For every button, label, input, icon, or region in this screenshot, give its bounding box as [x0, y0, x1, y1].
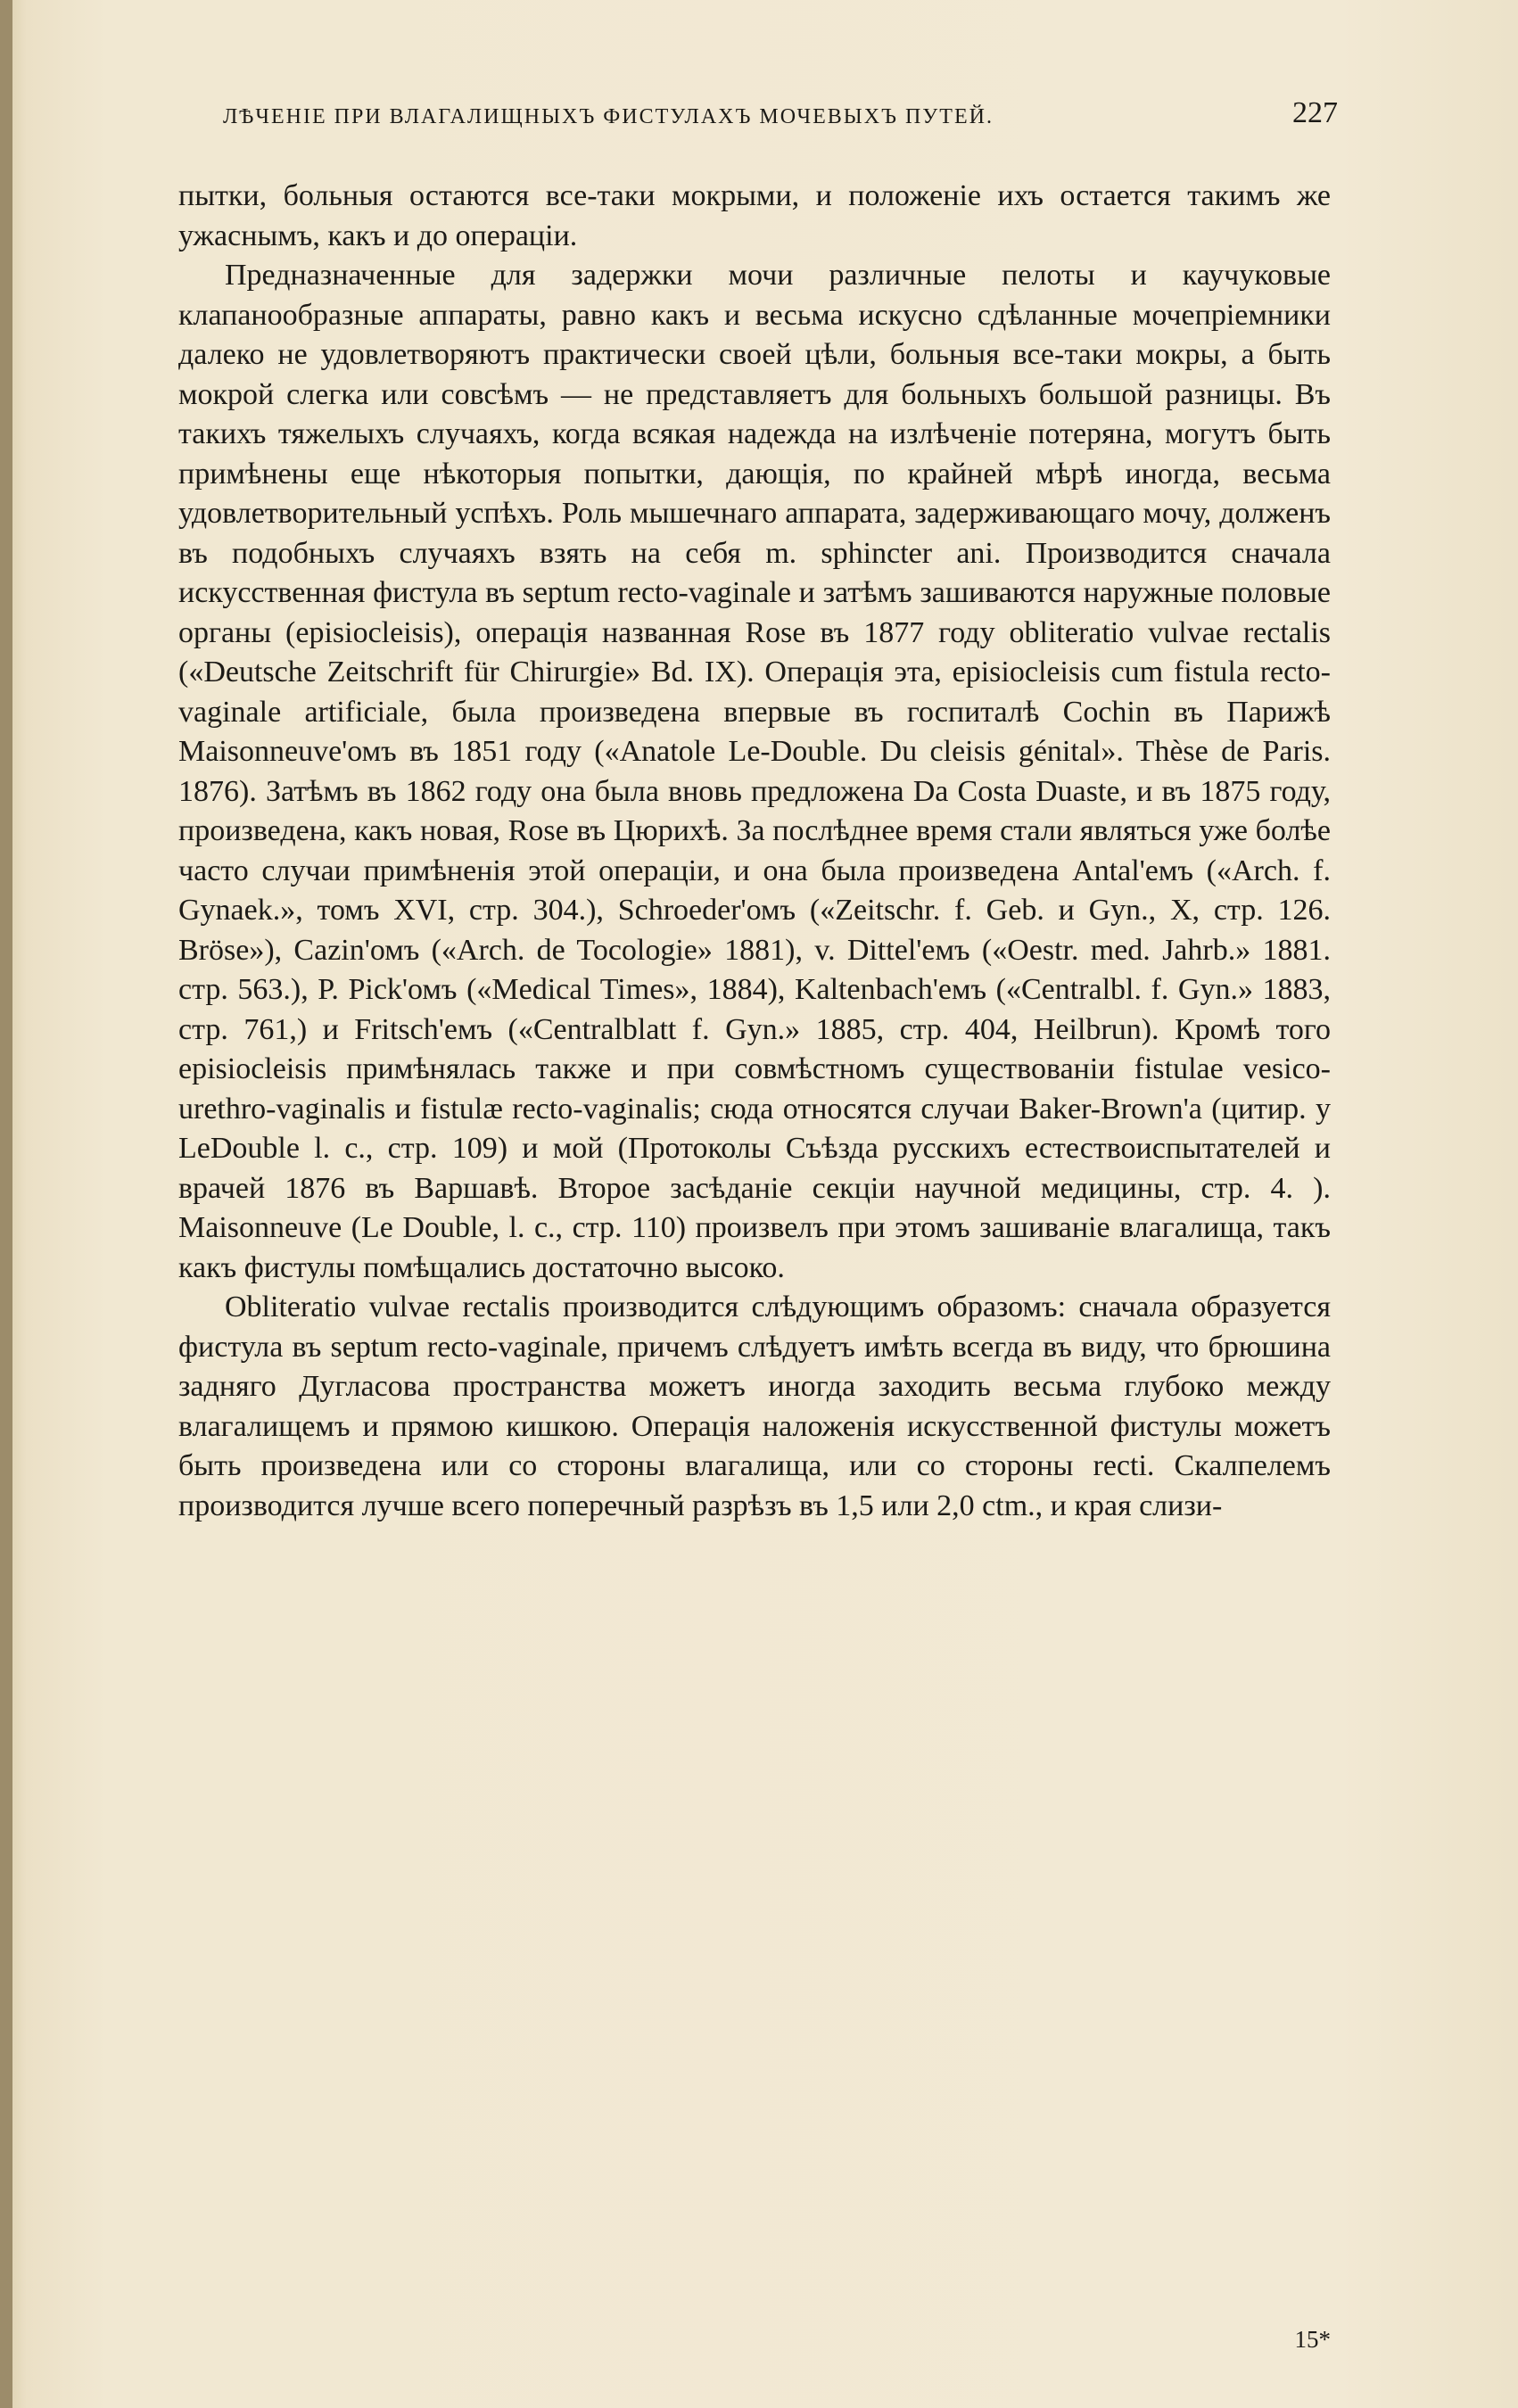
paragraph-obliteratio-technique: Obliteratio vulvae rectalis производится слѣдующимъ образомъ: сначала образуется фистула въ septum recto-vaginale, причемъ слѣдуетъ имѣть всегда въ виду, что брюшина задняго Дугласова пространства можетъ иногда заходить весьма глубоко между влагалищемъ и прямою кишкою. Операція наложенія искусственной фистулы можетъ быть произведена или со стороны влагалища, или со стороны recti. Скалпелемъ производится лучше всего поперечный разрѣзъ въ 1,5 или 2,0 ctm., и края слизи- [178, 1291, 1331, 1522]
page-number: 227 [1292, 96, 1338, 129]
binding-edge [0, 0, 12, 2408]
paragraph-obliteratio-history: Предназначенные для задержки мочи различные пелоты и каучуковые клапанообразные аппараты, равно какъ и весьма искусно сдѣланные мочепріемники далеко не удовлетворяютъ практически своей цѣли, больныя все-таки мокры, а быть мокрой слегка или совсѣмъ — не представляетъ для больныхъ большой разницы. Въ такихъ тяжелыхъ случаяхъ, когда всякая надежда на излѣченіе потеряна, могутъ быть примѣнены еще нѣкоторыя попытки, дающія, по крайней мѣрѣ иногда, весьма удовлетворительный успѣхъ. Роль мышечнаго аппарата, задерживающаго мочу, долженъ въ подобныхъ случаяхъ взять на себя m. sphincter ani. Производится сначала искусственная фистула въ septum recto-vaginale и затѣмъ зашиваются наружные половые органы (episiocleisis), операція названная Rose въ 1877 году obliteratio vulvae rectalis («Deutsche Zeitschrift für Chirurgie» Bd. IX). Операція эта, episiocleisis cum fistula recto-vaginale artificiale, была произведена впервые въ госпиталѣ Cochin въ Парижѣ Maisonneuve'омъ въ 1851 году («Anatole Le-Double. Du cleisis génital». Thèse de Paris. 1876). Затѣмъ въ 1862 году она была вновь предложена Da Costa Duaste, и въ 1875 году, произведена, какъ новая, Rose въ Цюрихѣ. За послѣднее время стали являться уже болѣе часто случаи примѣненія этой операціи, и она была произведена Antal'емъ («Arch. f. Gynaek.», томъ XVI, стр. 304.), Schroeder'омъ («Zeitschr. f. Geb. и Gyn., X, стр. 126. Bröse»), Cazin'омъ («Arch. de Tocologie» 1881), v. Dittel'емъ («Oestr. med. Jahrb.» 1881. стр. 563.), P. Pick'омъ («Medical Times», 1884), Kaltenbach'емъ («Centralbl. f. Gyn.» 1883, стр. 761,) и Fritsch'емъ («Centralblatt f. Gyn.» 1885, стр. 404, Heilbrun). Кромѣ того episiocleisis примѣнялась также и при совмѣстномъ существованіи fistulae vesico-urethro-vaginalis и fistulæ recto-vaginalis; сюда относятся случаи Baker-Brown'а (цитир. у LeDouble l. c., стр. 109) и мой (Протоколы Съѣзда русскихъ естествоиспытателей и врачей 1876 въ Варшавѣ. Второе засѣданіе секціи научной медицины, стр. 4. ). Maisonneuve (Le Double, l. c., стр. 110) произвелъ при этомъ зашиваніе влагалища, такъ какъ фистулы помѣщались достаточно высоко. [178, 259, 1331, 1284]
running-head [178, 96, 1338, 141]
body-text [178, 177, 1331, 1526]
running-title: ЛѢЧЕНІЕ ПРИ ВЛАГАЛИЩНЫХЪ ФИСТУЛАХЪ МОЧЕВЫХЪ ПУТЕЙ. [223, 105, 994, 128]
paragraph-continuation: пытки, больныя остаются все-таки мокрыми, и положеніе ихъ остается такимъ же ужаснымъ, какъ и до операціи. [178, 179, 1331, 252]
signature-mark: 15* [1294, 2326, 1331, 2353]
